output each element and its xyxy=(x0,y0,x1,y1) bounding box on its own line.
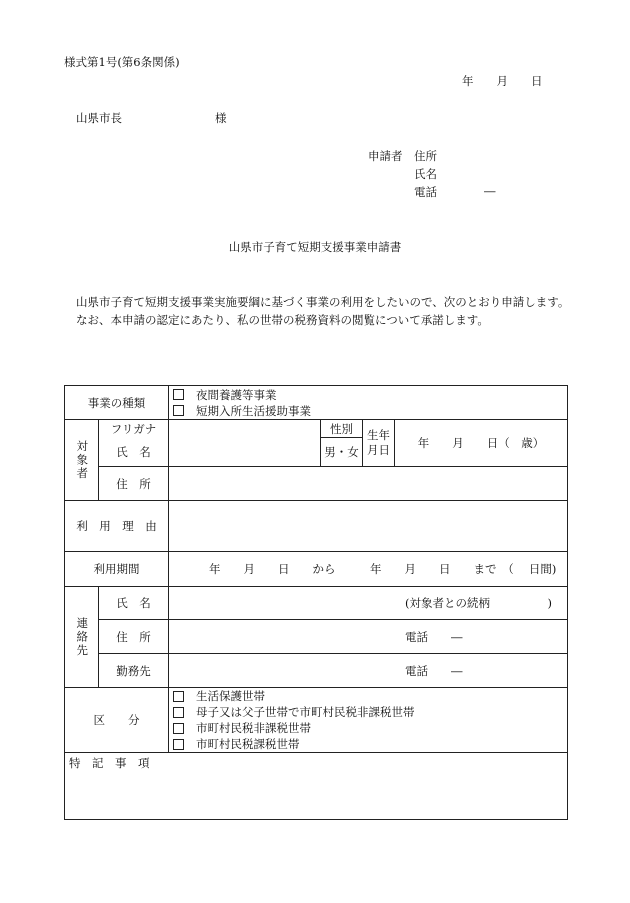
gender-label: 性別 xyxy=(321,420,363,438)
target-address-value[interactable] xyxy=(169,467,568,501)
workplace-phone[interactable]: 電話 ― xyxy=(169,654,568,688)
date-line: 年 月 日 xyxy=(462,74,543,88)
category-options-cell xyxy=(169,688,568,753)
checkbox-icon[interactable] xyxy=(173,723,184,734)
birth-label-cell xyxy=(363,420,395,467)
contact-label-cell xyxy=(65,587,99,688)
body-paragraph-1: 山県市子育て短期支援事業実施要綱に基づく事業の利用をしたいので、次のとおり申請します。 xyxy=(76,295,570,309)
checkbox-icon[interactable] xyxy=(173,691,184,702)
furigana-label: フリガナ xyxy=(110,422,157,436)
target-address-label: 住 所 xyxy=(99,467,169,501)
target-name-label: 氏 名 xyxy=(116,445,151,459)
birth-value[interactable]: 年 月 日（ 歳） xyxy=(395,420,568,467)
applicant-phone-label: 電話 xyxy=(414,185,437,199)
body-text xyxy=(64,293,570,329)
checkbox-icon[interactable] xyxy=(173,405,184,416)
form-number: 様式第1号(第6条関係) xyxy=(64,55,180,69)
target-person-label-cell xyxy=(65,420,99,501)
gender-value[interactable]: 男・女 xyxy=(321,438,363,467)
checkbox-icon[interactable] xyxy=(173,389,184,400)
furigana-name-label-cell xyxy=(99,420,169,467)
checkbox-icon[interactable] xyxy=(173,739,184,750)
service-type-label: 事業の種類 xyxy=(65,386,169,420)
document-title: 山県市子育て短期支援事業申請書 xyxy=(228,240,402,254)
addressee-suffix: 様 xyxy=(215,111,227,125)
service-option[interactable]: 短期入所生活援助事業 xyxy=(173,403,563,419)
category-option[interactable]: 市町村民税課税世帯 xyxy=(173,736,563,752)
remarks-label: 特 記 事 項 xyxy=(69,756,150,770)
service-option[interactable]: 夜間養護等事業 xyxy=(173,387,563,403)
contact-name-label: 氏 名 xyxy=(99,587,169,620)
category-option[interactable]: 生活保護世帯 xyxy=(173,688,563,704)
service-options-cell xyxy=(169,386,568,420)
workplace-label: 勤務先 xyxy=(99,654,169,688)
target-person-label: 対象者 xyxy=(75,439,90,481)
application-table xyxy=(64,385,568,820)
period-value[interactable]: 年 月 日 から 年 月 日 まで （ 日間) xyxy=(169,552,568,587)
applicant-name-label: 氏名 xyxy=(414,167,437,181)
addressee: 山県市長 xyxy=(76,111,122,125)
checkbox-icon[interactable] xyxy=(173,707,184,718)
category-option[interactable]: 市町村民税非課税世帯 xyxy=(173,720,563,736)
applicant-address-label: 住所 xyxy=(414,149,437,163)
birth-label: 生年月日 xyxy=(367,428,390,457)
contact-label: 連絡先 xyxy=(75,616,90,658)
category-label: 区 分 xyxy=(65,688,169,753)
reason-label: 利 用 理 由 xyxy=(65,501,169,552)
contact-address-label: 住 所 xyxy=(99,620,169,654)
reason-value[interactable] xyxy=(169,501,568,552)
applicant-phone-dash: ― xyxy=(484,184,496,198)
target-name-value[interactable] xyxy=(169,420,321,467)
period-label: 利用期間 xyxy=(65,552,169,587)
category-option[interactable]: 母子又は父子世帯で市町村民税非課税世帯 xyxy=(173,704,563,720)
contact-address-phone[interactable]: 電話 ― xyxy=(169,620,568,654)
contact-relation[interactable]: (対象者との続柄 ) xyxy=(169,587,568,620)
body-paragraph-2: なお、本申請の認定にあたり、私の世帯の税務資料の閲覧について承諾します。 xyxy=(76,313,489,327)
applicant-label: 申請者 xyxy=(368,149,403,163)
remarks-cell[interactable] xyxy=(65,753,568,820)
